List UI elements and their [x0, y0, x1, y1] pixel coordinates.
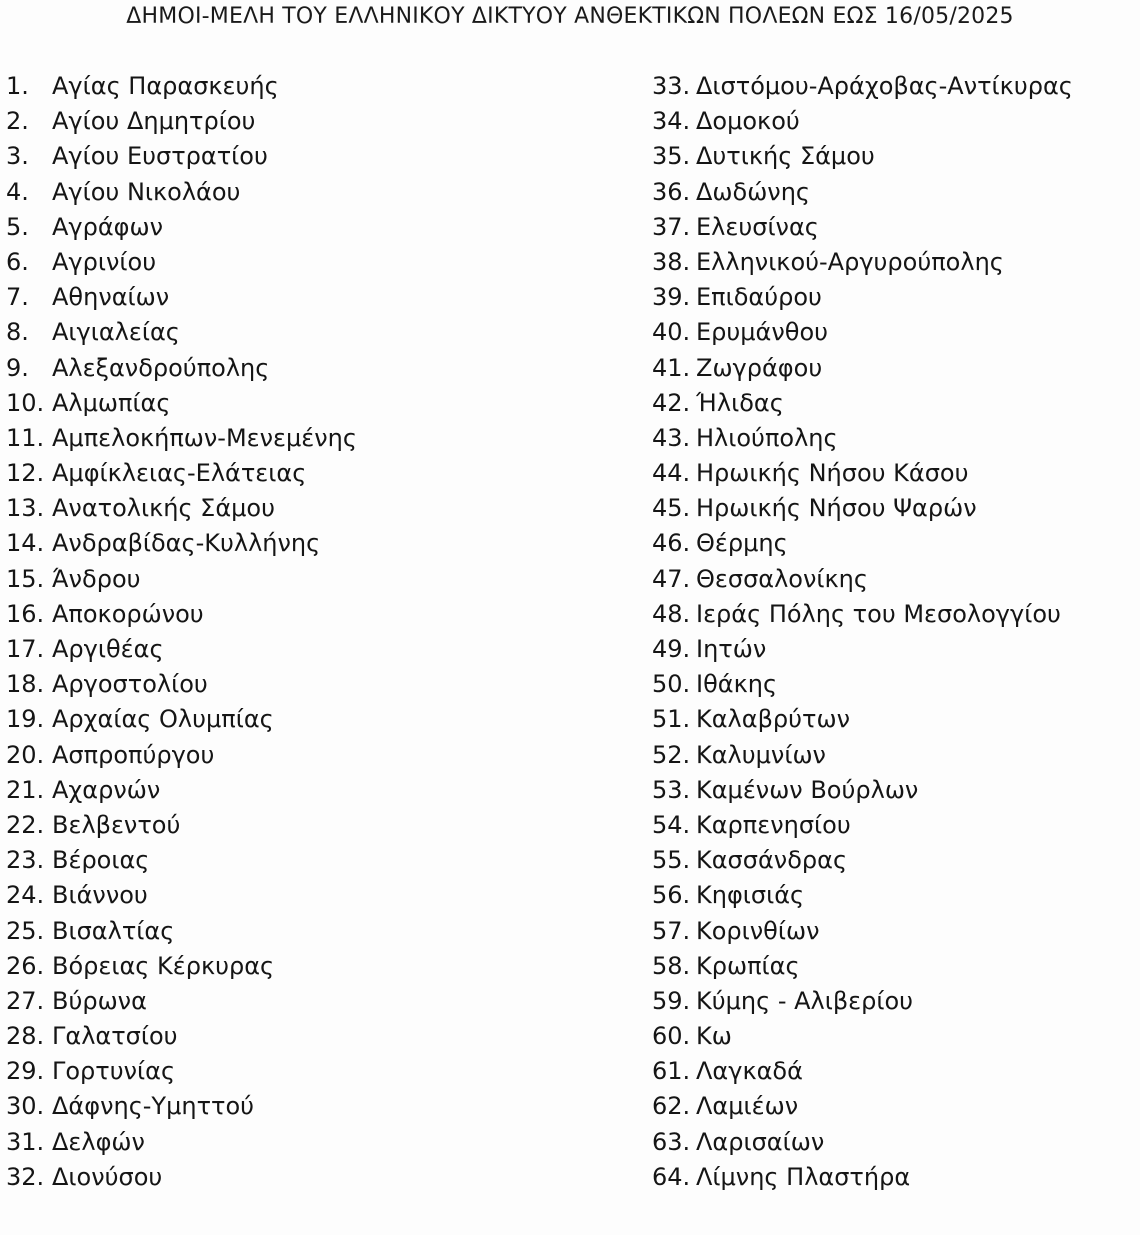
list-item-municipality: Διστόμου-Αράχοβας-Αντίκυρας: [696, 72, 1073, 100]
list-item-municipality: Αγρινίου: [52, 247, 157, 276]
list-item-municipality: Ασπροπύργου: [52, 740, 215, 769]
list-item: [6, 386, 626, 421]
list-item-number: 36.: [652, 177, 691, 206]
list-item-number: 34.: [652, 107, 691, 136]
list-item-municipality: Ηρωικής Νήσου Ψαρών: [696, 494, 977, 523]
list-item: [6, 526, 626, 561]
list-item-number: 15.: [6, 564, 45, 593]
list-item: [652, 491, 1132, 526]
list-item: [6, 139, 626, 174]
list-item-municipality: Δυτικής Σάμου: [696, 142, 875, 171]
list-item-municipality: Αλεξανδρούπολης: [52, 353, 270, 382]
list-item-number: 39.: [652, 283, 691, 312]
list-item-number: 41.: [652, 353, 691, 382]
list-item-number: 21.: [6, 775, 45, 804]
list-item: [652, 104, 1132, 139]
list-item: [6, 1054, 626, 1089]
list-item: [652, 773, 1132, 808]
list-item: [6, 491, 626, 526]
list-item-number: 53.: [652, 775, 691, 804]
list-item-number: 2.: [6, 107, 29, 136]
list-item-number: 37.: [652, 212, 691, 241]
list-item: [6, 878, 626, 913]
list-item-number: 64.: [652, 1162, 691, 1191]
list-item: [652, 421, 1132, 456]
list-item: [652, 245, 1132, 280]
list-item-number: 47.: [652, 564, 691, 593]
list-item-municipality: Λαγκαδά: [696, 1057, 803, 1086]
list-item: [652, 914, 1132, 949]
list-item-municipality: Κασσάνδρας: [696, 846, 848, 875]
list-item-number: 51.: [652, 705, 691, 734]
list-item: [6, 702, 626, 737]
list-item: [652, 315, 1132, 350]
list-item-municipality: Ηλιούπολης: [696, 423, 838, 452]
list-item-municipality: Βισαλτίας: [52, 916, 175, 945]
list-item-number: 17.: [6, 635, 45, 663]
list-item-municipality: Αιγιαλείας: [52, 318, 180, 347]
list-item-number: 29.: [6, 1057, 45, 1086]
list-item-municipality: Αθηναίων: [52, 283, 170, 312]
list-item: [652, 738, 1132, 773]
list-item-municipality: Δάφνης-Υμηττού: [52, 1092, 255, 1121]
list-item-municipality: Κω: [696, 1022, 732, 1051]
list-item: [652, 878, 1132, 913]
list-item-number: 42.: [652, 388, 691, 417]
list-item: [6, 245, 626, 280]
list-item-municipality: Καλυμνίων: [696, 740, 826, 769]
list-item-municipality: Λαμιέων: [696, 1092, 799, 1121]
list-item-number: 57.: [652, 916, 691, 945]
list-item-municipality: Καρπενησίου: [696, 810, 851, 839]
list-item: [6, 69, 626, 104]
list-item-municipality: Καμένων Βούρλων: [696, 775, 919, 804]
list-item: [652, 1019, 1132, 1054]
list-item-number: 9.: [6, 353, 29, 382]
list-item-number: 16.: [6, 599, 45, 628]
list-item: [6, 1160, 626, 1195]
list-item: [652, 351, 1132, 386]
list-item: [6, 914, 626, 949]
list-item: [6, 1089, 626, 1124]
list-item-municipality: Θέρμης: [696, 529, 788, 558]
list-item-number: 46.: [652, 529, 691, 558]
list-item-municipality: Ελευσίνας: [696, 212, 819, 241]
list-item-municipality: Αργοστολίου: [52, 670, 208, 699]
list-item: [6, 597, 626, 632]
list-item-number: 22.: [6, 810, 45, 839]
list-item-municipality: Κρωπίας: [696, 951, 800, 980]
list-item-municipality: Ιθάκης: [696, 670, 778, 699]
list-item-municipality: Αγίου Δημητρίου: [52, 107, 256, 136]
list-item-number: 25.: [6, 916, 45, 945]
list-item-number: 13.: [6, 494, 45, 523]
list-item-number: 19.: [6, 705, 45, 734]
list-item: [6, 351, 626, 386]
list-item-number: 24.: [6, 881, 45, 910]
list-item: [652, 1054, 1132, 1089]
list-item-number: 63.: [652, 1127, 691, 1156]
list-item-municipality: Διονύσου: [52, 1162, 163, 1191]
list-item-number: 49.: [652, 635, 691, 663]
list-item: [652, 175, 1132, 210]
list-item-municipality: Λαρισαίων: [696, 1127, 825, 1156]
list-item-municipality: Δελφών: [52, 1127, 145, 1156]
list-item-number: 20.: [6, 740, 45, 769]
list-item-number: 10.: [6, 388, 45, 417]
list-item: [652, 69, 1132, 104]
list-item-municipality: Επιδαύρου: [696, 283, 822, 312]
list-item-number: 14.: [6, 529, 45, 558]
list-item-number: 52.: [652, 740, 691, 769]
list-item: [6, 1019, 626, 1054]
list-item-municipality: Αλμωπίας: [52, 388, 171, 417]
list-item-municipality: Βόρειας Κέρκυρας: [52, 951, 275, 980]
list-item-number: 50.: [652, 670, 691, 699]
list-item-number: 48.: [652, 599, 691, 628]
list-item-municipality: Κορινθίων: [696, 916, 820, 945]
list-item-municipality: Ερυμάνθου: [696, 318, 829, 347]
list-item: [652, 386, 1132, 421]
list-item-municipality: Κύμης - Αλιβερίου: [696, 986, 914, 1015]
municipality-list-left: [6, 69, 626, 1195]
list-item-municipality: Αγράφων: [52, 212, 164, 241]
list-item-municipality: Αγίου Ευστρατίου: [52, 142, 268, 171]
list-item: [6, 843, 626, 878]
list-item-municipality: Γορτυνίας: [52, 1057, 176, 1086]
list-item: [652, 280, 1132, 315]
list-item-municipality: Δωδώνης: [696, 177, 810, 206]
list-item: [6, 315, 626, 350]
list-item-number: 45.: [652, 494, 691, 523]
list-item: [6, 175, 626, 210]
list-item: [652, 1089, 1132, 1124]
list-item: [652, 984, 1132, 1019]
list-item-municipality: Βύρωνα: [52, 986, 147, 1015]
list-item-number: 7.: [6, 283, 29, 312]
list-item-municipality: Ανατολικής Σάμου: [52, 494, 275, 523]
list-item: [6, 808, 626, 843]
list-item-number: 28.: [6, 1022, 45, 1051]
list-item-number: 59.: [652, 986, 691, 1015]
list-item-number: 8.: [6, 318, 29, 347]
list-item-municipality: Ιητών: [696, 635, 767, 663]
list-item: [652, 808, 1132, 843]
list-item: [652, 843, 1132, 878]
list-item: [6, 738, 626, 773]
list-item: [6, 984, 626, 1019]
list-item-number: 11.: [6, 423, 45, 452]
list-item-municipality: Ελληνικού-Αργυρούπολης: [696, 247, 1004, 276]
list-item-municipality: Λίμνης Πλαστήρα: [696, 1162, 911, 1191]
list-item-municipality: Βελβεντού: [52, 810, 181, 839]
list-item-number: 33.: [652, 72, 691, 100]
list-item: [652, 702, 1132, 737]
list-item-number: 58.: [652, 951, 691, 980]
list-item: [6, 562, 626, 597]
list-item-number: 31.: [6, 1127, 45, 1156]
list-item: [6, 280, 626, 315]
list-item-number: 54.: [652, 810, 691, 839]
list-item-municipality: Αποκορώνου: [52, 599, 204, 628]
list-item-municipality: Αμπελοκήπων-Μενεμένης: [52, 423, 357, 452]
list-item-municipality: Ιεράς Πόλης του Μεσολογγίου: [696, 599, 1061, 628]
list-item-number: 4.: [6, 177, 29, 206]
list-item: [652, 210, 1132, 245]
list-item: [6, 773, 626, 808]
list-item: [6, 210, 626, 245]
list-item: [652, 632, 1132, 667]
list-item-number: 23.: [6, 846, 45, 875]
list-item-municipality: Αγίου Νικολάου: [52, 177, 241, 206]
list-item-municipality: Βιάννου: [52, 881, 148, 910]
list-item: [6, 667, 626, 702]
list-item: [652, 1125, 1132, 1160]
list-item-municipality: Αργιθέας: [52, 635, 164, 663]
list-item: [652, 1160, 1132, 1195]
list-item-number: 5.: [6, 212, 29, 241]
list-item-number: 18.: [6, 670, 45, 699]
list-item-number: 35.: [652, 142, 691, 171]
list-item-municipality: Θεσσαλονίκης: [696, 564, 868, 593]
list-item-number: 32.: [6, 1162, 45, 1191]
list-item-municipality: Καλαβρύτων: [696, 705, 850, 734]
municipality-list-right: [652, 69, 1132, 1195]
list-item-number: 1.: [6, 72, 29, 100]
list-item-municipality: Αμφίκλειας-Ελάτειας: [52, 459, 307, 488]
list-item: [6, 456, 626, 491]
list-item-number: 43.: [652, 423, 691, 452]
list-item: [652, 139, 1132, 174]
list-item: [652, 526, 1132, 561]
list-item-municipality: Δομοκού: [696, 107, 800, 136]
list-item: [652, 949, 1132, 984]
list-item-number: 3.: [6, 142, 29, 171]
list-item-number: 40.: [652, 318, 691, 347]
list-item: [6, 949, 626, 984]
list-item-number: 44.: [652, 459, 691, 488]
list-item-number: 56.: [652, 881, 691, 910]
list-item: [652, 562, 1132, 597]
list-item-number: 30.: [6, 1092, 45, 1121]
list-item-municipality: Αχαρνών: [52, 775, 161, 804]
list-item-municipality: Αρχαίας Ολυμπίας: [52, 705, 274, 734]
list-item-number: 62.: [652, 1092, 691, 1121]
list-item-number: 6.: [6, 247, 29, 276]
list-item-municipality: Ηρωικής Νήσου Κάσου: [696, 459, 969, 488]
list-item-number: 60.: [652, 1022, 691, 1051]
list-item-number: 61.: [652, 1057, 691, 1086]
list-item: [6, 104, 626, 139]
list-item-number: 38.: [652, 247, 691, 276]
list-item-municipality: Γαλατσίου: [52, 1022, 178, 1051]
page-title: ΔΗΜΟΙ-ΜΕΛΗ ΤΟΥ ΕΛΛΗΝΙΚΟΥ ΔΙΚΤΥΟΥ ΑΝΘΕΚΤΙΚΩΝ ΠΟΛΕΩΝ ΕΩΣ 16/05/2025: [126, 4, 1014, 29]
list-item-municipality: Κηφισιάς: [696, 881, 805, 910]
list-item: [652, 667, 1132, 702]
list-item: [6, 421, 626, 456]
list-item-municipality: Ζωγράφου: [696, 353, 823, 382]
list-item: [6, 632, 626, 667]
list-item: [652, 597, 1132, 632]
list-item-municipality: Ήλιδας: [696, 388, 784, 417]
list-item: [652, 456, 1132, 491]
list-item-number: 26.: [6, 951, 45, 980]
list-item-municipality: Αγίας Παρασκευής: [52, 72, 279, 100]
list-item-number: 27.: [6, 986, 45, 1015]
list-item: [6, 1125, 626, 1160]
list-item-municipality: Ανδραβίδας-Κυλλήνης: [52, 529, 321, 558]
list-item-number: 55.: [652, 846, 691, 875]
list-item-municipality: Άνδρου: [52, 564, 141, 593]
list-item-number: 12.: [6, 459, 45, 488]
list-item-municipality: Βέροιας: [52, 846, 150, 875]
